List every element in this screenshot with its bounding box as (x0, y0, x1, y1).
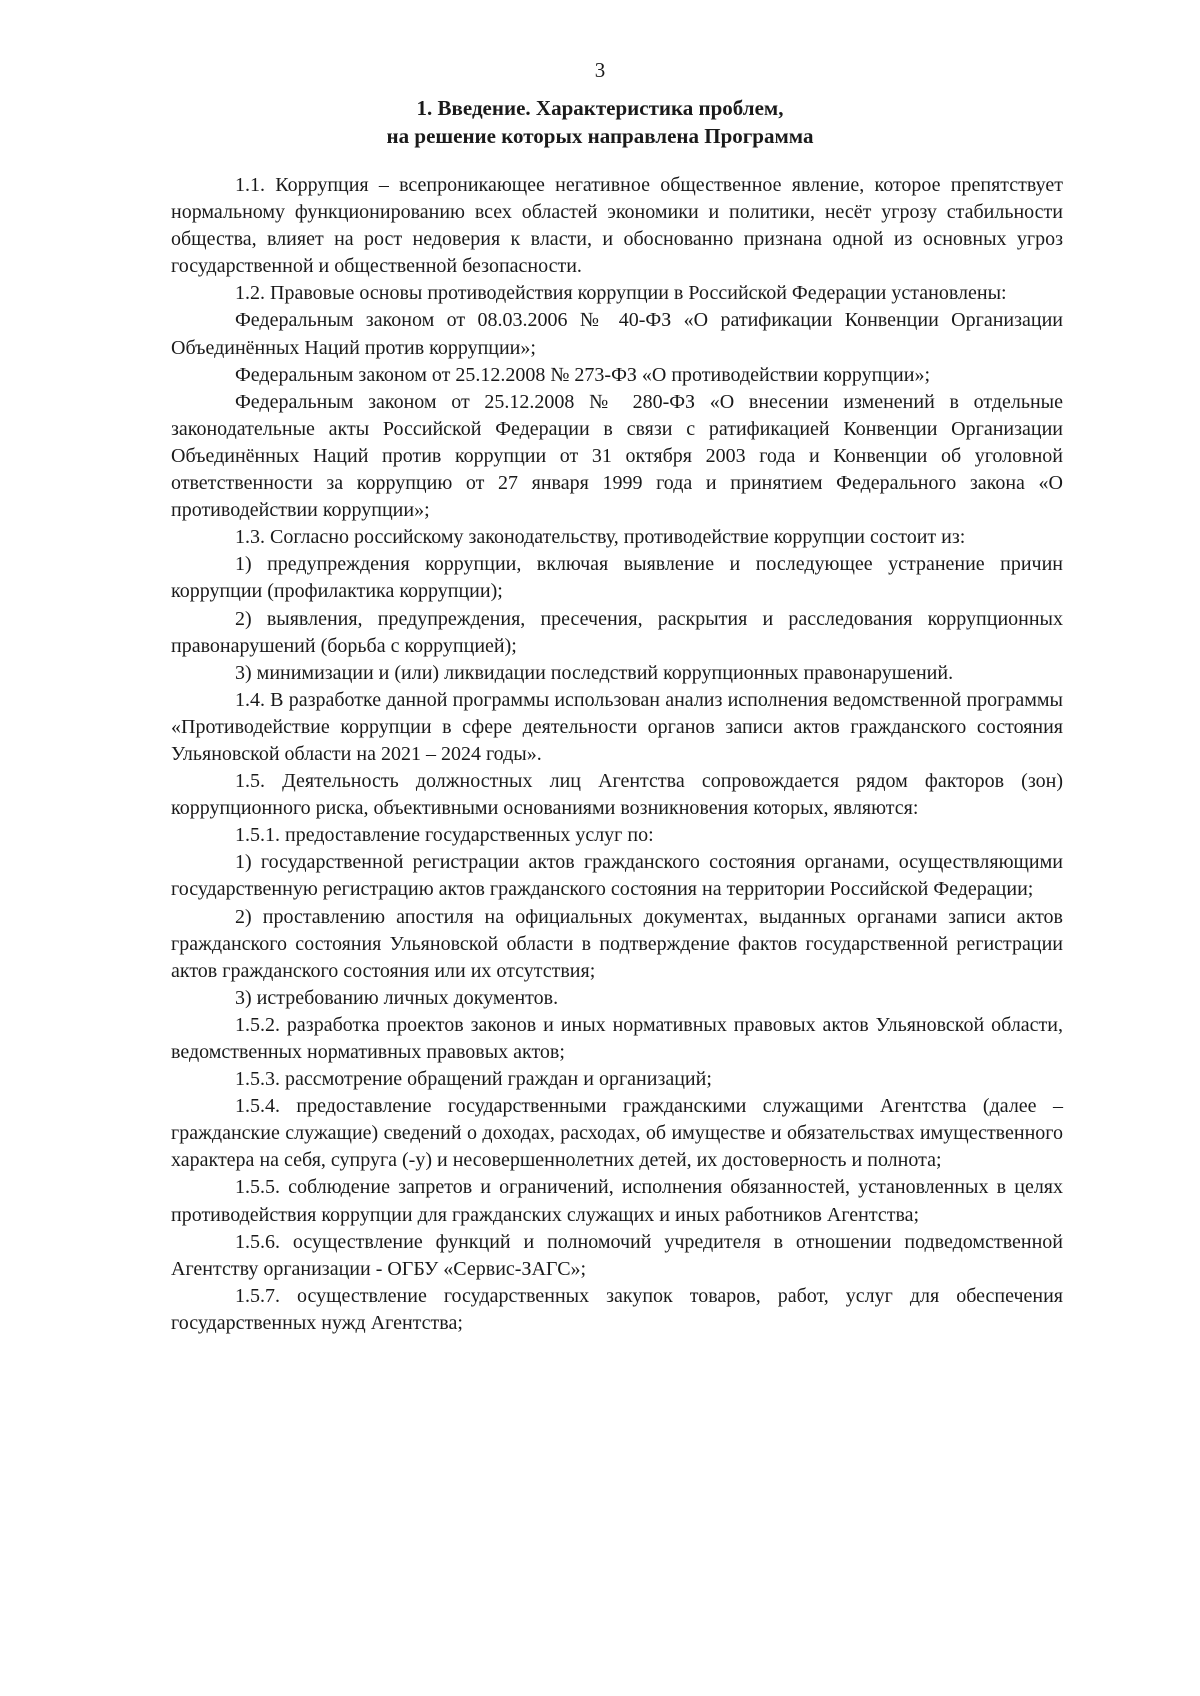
paragraph-1-3-item-3: 3) минимизации и (или) ликвидации последствий коррупционных правонарушений. (235, 661, 954, 684)
paragraph-1-5-1-item-2: 2) проставлению апостиля на официальных документах, выданных органами записи актов гражданского состояния Ульяновской области в подтверждение фактов государственной регистрации актов гражданского состояния или их отсутствия; (171, 905, 1063, 982)
paragraph-1-3-item-1: 1) предупреждения коррупции, включая выявление и последующее устранение причин коррупции (профилактика коррупции); (171, 553, 1063, 603)
section-title-line-2: на решение которых направлена Программа (386, 124, 814, 148)
document-body (171, 172, 1063, 1337)
paragraph-1-5-3: 1.5.3. рассмотрение обращений граждан и организаций; (235, 1068, 712, 1091)
paragraph-1-5-4: 1.5.4. предоставление государственными гражданскими служащими Агентства (далее – гражданские служащие) сведений о доходах, расходах, об имуществе и обязательствах имущественного характера на себя, супруга (-у) и несовершеннолетних детей, их достоверность и полнота; (171, 1095, 1063, 1172)
paragraph-1-5-1: 1.5.1. предоставление государственных услуг по: (235, 824, 654, 847)
paragraph-law-280fz: Федеральным законом от 25.12.2008 № 280-ФЗ «О внесении изменений в отдельные законодательные акты Российской Федерации в связи с ратификацией Конвенции Организации Объединённых Наций против коррупции от 31 октября 2003 года и Конвенции об уголовной ответственности за коррупцию от 27 января 1999 года и принятием Федерального закона «О противодействии коррупции»; (171, 390, 1063, 522)
paragraph-1-5-2: 1.5.2. разработка проектов законов и иных нормативных правовых актов Ульяновской области, ведомственных нормативных правовых актов; (171, 1013, 1063, 1063)
paragraph-1-5-5: 1.5.5. соблюдение запретов и ограничений, исполнения обязанностей, установленных в целях противодействия коррупции для гражданских служащих и иных работников Агентства; (171, 1176, 1063, 1226)
paragraph-1-3: 1.3. Согласно российскому законодательству, противодействие коррупции состоит из: (235, 526, 966, 549)
paragraph-law-273fz: Федеральным законом от 25.12.2008 № 273-ФЗ «О противодействии коррупции»; (235, 363, 930, 386)
section-title-line-1: 1. Введение. Характеристика проблем, (416, 96, 784, 120)
paragraph-1-5: 1.5. Деятельность должностных лиц Агентства сопровождается рядом факторов (зон) коррупционного риска, объективными основаниями возникновения которых, являются: (171, 770, 1063, 820)
section-title (0, 94, 1200, 150)
paragraph-1-4: 1.4. В разработке данной программы использован анализ исполнения ведомственной программы «Противодействие коррупции в сфере деятельности органов записи актов гражданского состояния Ульяновской области на 2021 – 2024 годы». (171, 688, 1063, 765)
paragraph-1-3-item-2: 2) выявления, предупреждения, пресечения, раскрытия и расследования коррупционных правонарушений (борьба с коррупцией); (171, 607, 1063, 657)
paragraph-law-40fz: Федеральным законом от 08.03.2006 № 40-ФЗ «О ратификации Конвенции Организации Объединённых Наций против коррупции»; (171, 309, 1063, 359)
paragraph-1-5-7: 1.5.7. осуществление государственных закупок товаров, работ, услуг для обеспечения государственных нужд Агентства; (171, 1284, 1063, 1334)
page-number: 3 (594, 58, 606, 82)
paragraph-1-5-6: 1.5.6. осуществление функций и полномочий учредителя в отношении подведомственной Агентству организации - ОГБУ «Сервис-ЗАГС»; (171, 1230, 1063, 1280)
paragraph-1-1: 1.1. Коррупция – всепроникающее негативное общественное явление, которое препятствует нормальному функционированию всех областей экономики и политики, несёт угрозу стабильности общества, влияет на рост недоверия к власти, и обоснованно признана одной из основных угроз государственной и общественной безопасности. (171, 174, 1063, 278)
paragraph-1-2: 1.2. Правовые основы противодействия коррупции в Российской Федерации установлены: (235, 282, 1007, 305)
paragraph-1-5-1-item-1: 1) государственной регистрации актов гражданского состояния органами, осуществляющими государственную регистрацию актов гражданского состояния на территории Российской Федерации; (171, 851, 1063, 901)
paragraph-1-5-1-item-3: 3) истребованию личных документов. (235, 986, 559, 1009)
